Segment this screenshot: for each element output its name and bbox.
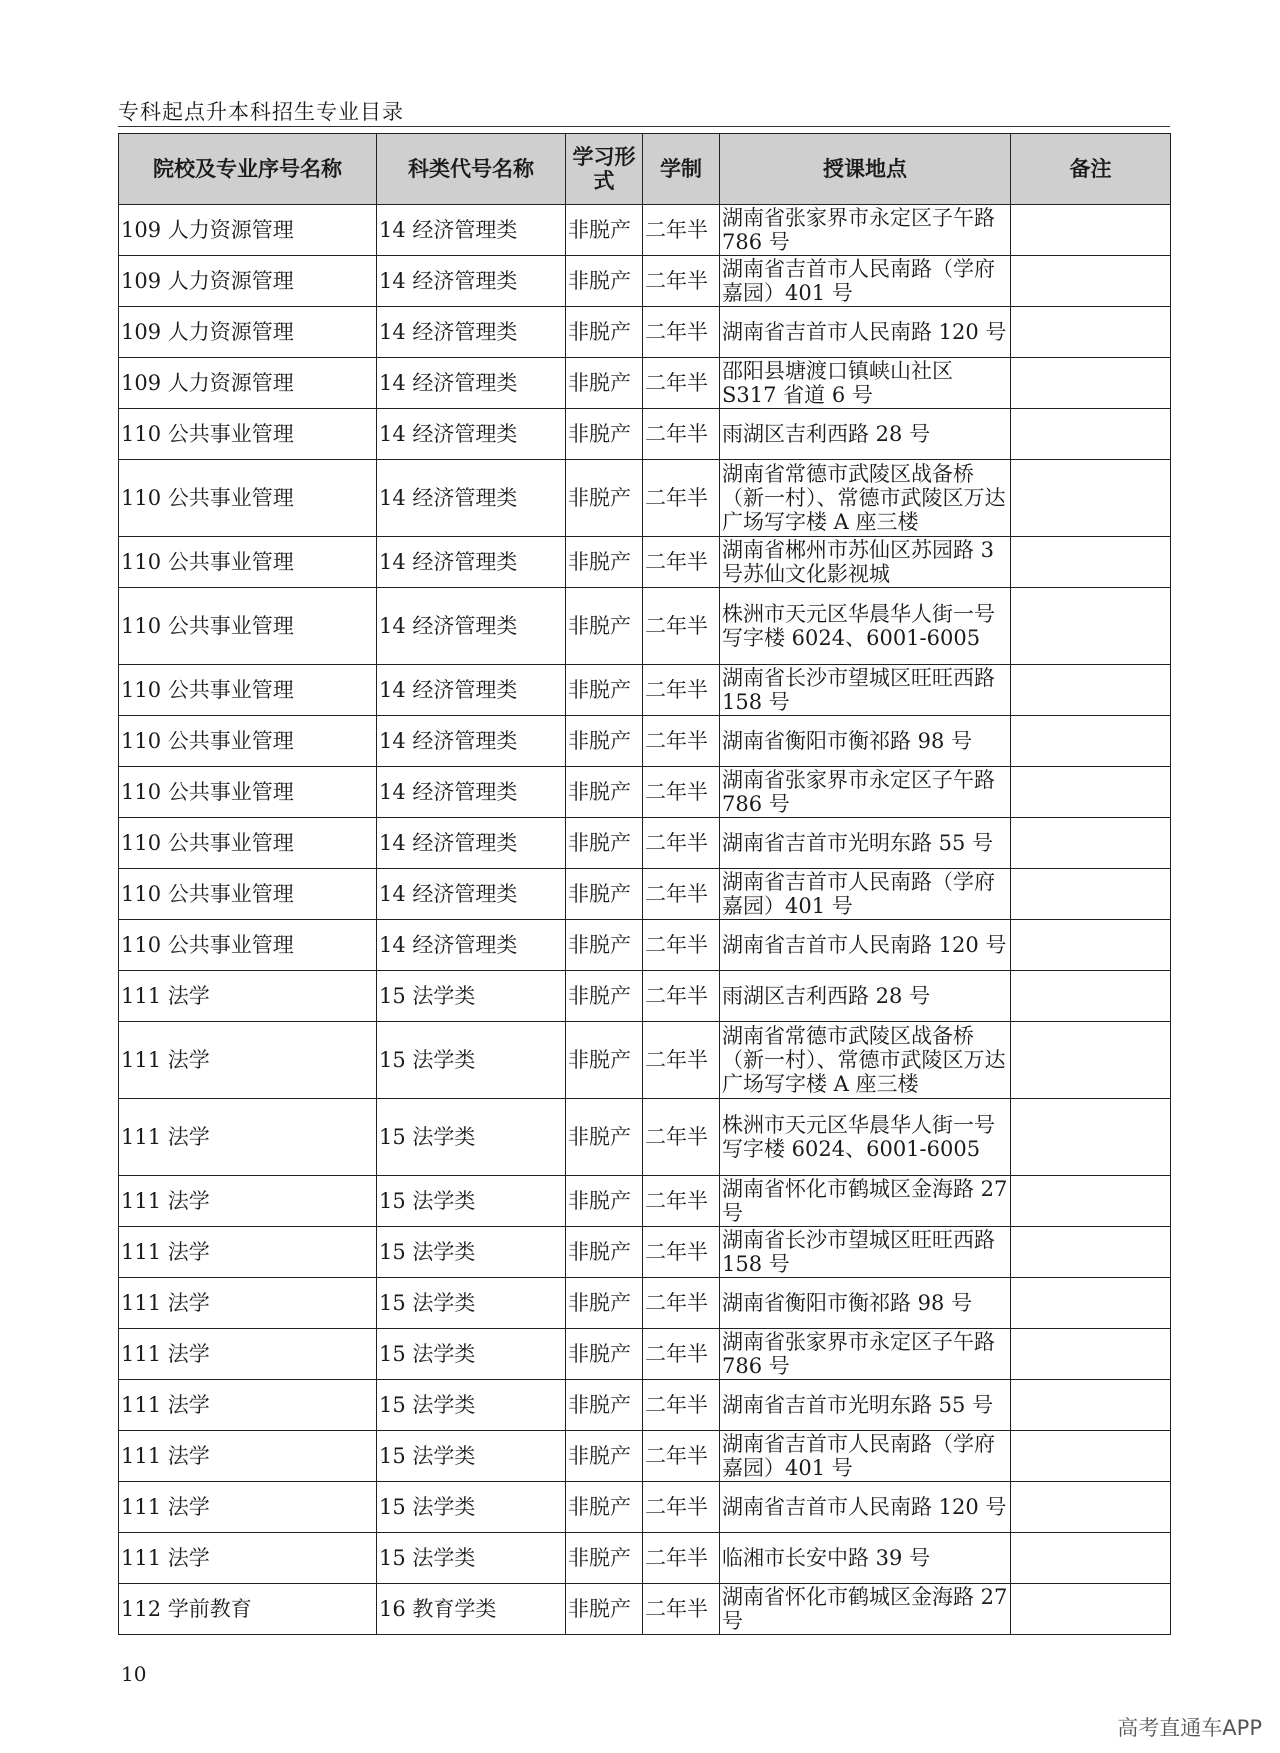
- major-catalog-table: [118, 133, 1171, 1635]
- location-cell: 湖南省衡阳市衡祁路 98 号: [720, 1278, 1011, 1329]
- table-row: [119, 358, 1171, 409]
- major-cell: 111 法学: [119, 1482, 377, 1533]
- mode-cell: 非脱产: [566, 869, 643, 920]
- table-row: [119, 1022, 1171, 1099]
- duration-cell: 二年半: [643, 767, 720, 818]
- table-row: [119, 971, 1171, 1022]
- mode-cell: 非脱产: [566, 1099, 643, 1176]
- note-cell: [1011, 1329, 1171, 1380]
- table-row: [119, 1482, 1171, 1533]
- mode-cell: 非脱产: [566, 1278, 643, 1329]
- table-body: [119, 205, 1171, 1635]
- location-cell: 临湘市长安中路 39 号: [720, 1533, 1011, 1584]
- category-cell: 15 法学类: [377, 1482, 566, 1533]
- table-row: [119, 1329, 1171, 1380]
- duration-cell: 二年半: [643, 971, 720, 1022]
- page-header-title: 专科起点升本科招生专业目录: [118, 100, 404, 124]
- mode-cell: 非脱产: [566, 256, 643, 307]
- location-cell: 湖南省郴州市苏仙区苏园路 3 号苏仙文化影视城: [720, 537, 1011, 588]
- note-cell: [1011, 460, 1171, 537]
- duration-cell: 二年半: [643, 307, 720, 358]
- table-row: [119, 460, 1171, 537]
- category-cell: 15 法学类: [377, 1431, 566, 1482]
- location-cell: 湖南省吉首市人民南路（学府嘉园）401 号: [720, 869, 1011, 920]
- column-header-duration: 学制: [643, 134, 720, 205]
- column-header-major: 院校及专业序号名称: [119, 134, 377, 205]
- mode-cell: 非脱产: [566, 205, 643, 256]
- column-header-note: 备注: [1011, 134, 1171, 205]
- location-cell: 湖南省常德市武陵区战备桥（新一村）、常德市武陵区万达广场写字楼 A 座三楼: [720, 460, 1011, 537]
- location-cell: 株洲市天元区华晨华人街一号写字楼 6024、6001-6005: [720, 588, 1011, 665]
- category-cell: 15 法学类: [377, 1176, 566, 1227]
- table-row: [119, 1431, 1171, 1482]
- table-row: [119, 665, 1171, 716]
- header-rule: [118, 126, 1170, 127]
- category-cell: 14 经济管理类: [377, 920, 566, 971]
- note-cell: [1011, 1533, 1171, 1584]
- duration-cell: 二年半: [643, 1278, 720, 1329]
- major-cell: 110 公共事业管理: [119, 920, 377, 971]
- table-row: [119, 307, 1171, 358]
- location-cell: 株洲市天元区华晨华人街一号写字楼 6024、6001-6005: [720, 1099, 1011, 1176]
- note-cell: [1011, 537, 1171, 588]
- major-cell: 111 法学: [119, 1022, 377, 1099]
- table-row: [119, 818, 1171, 869]
- major-cell: 110 公共事业管理: [119, 588, 377, 665]
- note-cell: [1011, 256, 1171, 307]
- category-cell: 15 法学类: [377, 1380, 566, 1431]
- mode-cell: 非脱产: [566, 818, 643, 869]
- location-cell: 湖南省怀化市鹤城区金海路 27 号: [720, 1584, 1011, 1635]
- duration-cell: 二年半: [643, 1380, 720, 1431]
- note-cell: [1011, 358, 1171, 409]
- major-cell: 111 法学: [119, 1227, 377, 1278]
- duration-cell: 二年半: [643, 920, 720, 971]
- note-cell: [1011, 818, 1171, 869]
- major-cell: 111 法学: [119, 1176, 377, 1227]
- location-cell: 湖南省吉首市人民南路（学府嘉园）401 号: [720, 1431, 1011, 1482]
- category-cell: 15 法学类: [377, 1022, 566, 1099]
- mode-cell: 非脱产: [566, 1584, 643, 1635]
- category-cell: 14 经济管理类: [377, 307, 566, 358]
- location-cell: 湖南省吉首市光明东路 55 号: [720, 818, 1011, 869]
- location-cell: 雨湖区吉利西路 28 号: [720, 971, 1011, 1022]
- location-cell: 湖南省吉首市人民南路（学府嘉园）401 号: [720, 256, 1011, 307]
- note-cell: [1011, 1176, 1171, 1227]
- note-cell: [1011, 1431, 1171, 1482]
- major-cell: 110 公共事业管理: [119, 409, 377, 460]
- major-cell: 109 人力资源管理: [119, 307, 377, 358]
- mode-cell: 非脱产: [566, 1176, 643, 1227]
- major-cell: 110 公共事业管理: [119, 869, 377, 920]
- major-cell: 109 人力资源管理: [119, 358, 377, 409]
- category-cell: 15 法学类: [377, 1278, 566, 1329]
- location-cell: 湖南省长沙市望城区旺旺西路 158 号: [720, 665, 1011, 716]
- category-cell: 15 法学类: [377, 1533, 566, 1584]
- duration-cell: 二年半: [643, 716, 720, 767]
- mode-cell: 非脱产: [566, 1022, 643, 1099]
- note-cell: [1011, 665, 1171, 716]
- duration-cell: 二年半: [643, 1533, 720, 1584]
- duration-cell: 二年半: [643, 1482, 720, 1533]
- note-cell: [1011, 1584, 1171, 1635]
- mode-cell: 非脱产: [566, 1533, 643, 1584]
- duration-cell: 二年半: [643, 1099, 720, 1176]
- table-row: [119, 1584, 1171, 1635]
- mode-cell: 非脱产: [566, 1329, 643, 1380]
- duration-cell: 二年半: [643, 1176, 720, 1227]
- mode-cell: 非脱产: [566, 767, 643, 818]
- category-cell: 14 经济管理类: [377, 256, 566, 307]
- major-cell: 109 人力资源管理: [119, 256, 377, 307]
- location-cell: 湖南省怀化市鹤城区金海路 27 号: [720, 1176, 1011, 1227]
- major-cell: 109 人力资源管理: [119, 205, 377, 256]
- mode-cell: 非脱产: [566, 1431, 643, 1482]
- column-header-mode: 学习形式: [566, 134, 643, 205]
- table-row: [119, 409, 1171, 460]
- category-cell: 14 经济管理类: [377, 205, 566, 256]
- table-row: [119, 1099, 1171, 1176]
- note-cell: [1011, 409, 1171, 460]
- mode-cell: 非脱产: [566, 716, 643, 767]
- major-cell: 110 公共事业管理: [119, 537, 377, 588]
- location-cell: 湖南省长沙市望城区旺旺西路 158 号: [720, 1227, 1011, 1278]
- category-cell: 14 经济管理类: [377, 409, 566, 460]
- mode-cell: 非脱产: [566, 971, 643, 1022]
- duration-cell: 二年半: [643, 588, 720, 665]
- note-cell: [1011, 1482, 1171, 1533]
- category-cell: 14 经济管理类: [377, 869, 566, 920]
- mode-cell: 非脱产: [566, 307, 643, 358]
- table-row: [119, 1227, 1171, 1278]
- duration-cell: 二年半: [643, 818, 720, 869]
- table-row: [119, 767, 1171, 818]
- table-row: [119, 205, 1171, 256]
- category-cell: 14 经济管理类: [377, 767, 566, 818]
- duration-cell: 二年半: [643, 1431, 720, 1482]
- duration-cell: 二年半: [643, 256, 720, 307]
- category-cell: 15 法学类: [377, 1329, 566, 1380]
- location-cell: 湖南省常德市武陵区战备桥（新一村）、常德市武陵区万达广场写字楼 A 座三楼: [720, 1022, 1011, 1099]
- page-number: 10: [121, 1662, 147, 1686]
- major-cell: 111 法学: [119, 1380, 377, 1431]
- category-cell: 15 法学类: [377, 971, 566, 1022]
- category-cell: 14 经济管理类: [377, 588, 566, 665]
- mode-cell: 非脱产: [566, 409, 643, 460]
- duration-cell: 二年半: [643, 665, 720, 716]
- note-cell: [1011, 588, 1171, 665]
- duration-cell: 二年半: [643, 409, 720, 460]
- table-row: [119, 920, 1171, 971]
- major-cell: 110 公共事业管理: [119, 716, 377, 767]
- note-cell: [1011, 920, 1171, 971]
- duration-cell: 二年半: [643, 460, 720, 537]
- major-cell: 110 公共事业管理: [119, 767, 377, 818]
- table-row: [119, 1533, 1171, 1584]
- note-cell: [1011, 1278, 1171, 1329]
- mode-cell: 非脱产: [566, 1380, 643, 1431]
- table-header-row: [119, 134, 1171, 205]
- major-cell: 112 学前教育: [119, 1584, 377, 1635]
- mode-cell: 非脱产: [566, 460, 643, 537]
- category-cell: 14 经济管理类: [377, 716, 566, 767]
- table-row: [119, 1278, 1171, 1329]
- major-cell: 111 法学: [119, 1099, 377, 1176]
- major-cell: 111 法学: [119, 1329, 377, 1380]
- duration-cell: 二年半: [643, 1022, 720, 1099]
- location-cell: 湖南省吉首市光明东路 55 号: [720, 1380, 1011, 1431]
- note-cell: [1011, 716, 1171, 767]
- duration-cell: 二年半: [643, 205, 720, 256]
- duration-cell: 二年半: [643, 1584, 720, 1635]
- duration-cell: 二年半: [643, 358, 720, 409]
- major-cell: 111 法学: [119, 1278, 377, 1329]
- location-cell: 湖南省吉首市人民南路 120 号: [720, 920, 1011, 971]
- major-cell: 111 法学: [119, 1533, 377, 1584]
- location-cell: 湖南省张家界市永定区子午路 786 号: [720, 767, 1011, 818]
- column-header-location: 授课地点: [720, 134, 1011, 205]
- note-cell: [1011, 1380, 1171, 1431]
- note-cell: [1011, 1022, 1171, 1099]
- category-cell: 15 法学类: [377, 1099, 566, 1176]
- duration-cell: 二年半: [643, 1329, 720, 1380]
- note-cell: [1011, 971, 1171, 1022]
- location-cell: 湖南省张家界市永定区子午路 786 号: [720, 1329, 1011, 1380]
- major-cell: 111 法学: [119, 971, 377, 1022]
- duration-cell: 二年半: [643, 537, 720, 588]
- mode-cell: 非脱产: [566, 1482, 643, 1533]
- note-cell: [1011, 307, 1171, 358]
- category-cell: 14 经济管理类: [377, 665, 566, 716]
- note-cell: [1011, 869, 1171, 920]
- note-cell: [1011, 1099, 1171, 1176]
- category-cell: 14 经济管理类: [377, 460, 566, 537]
- category-cell: 14 经济管理类: [377, 818, 566, 869]
- location-cell: 湖南省张家界市永定区子午路 786 号: [720, 205, 1011, 256]
- location-cell: 湖南省衡阳市衡祁路 98 号: [720, 716, 1011, 767]
- major-cell: 110 公共事业管理: [119, 818, 377, 869]
- category-cell: 16 教育学类: [377, 1584, 566, 1635]
- mode-cell: 非脱产: [566, 588, 643, 665]
- mode-cell: 非脱产: [566, 665, 643, 716]
- table-row: [119, 716, 1171, 767]
- category-cell: 14 经济管理类: [377, 358, 566, 409]
- duration-cell: 二年半: [643, 1227, 720, 1278]
- table-row: [119, 537, 1171, 588]
- note-cell: [1011, 767, 1171, 818]
- mode-cell: 非脱产: [566, 537, 643, 588]
- table-row: [119, 869, 1171, 920]
- major-cell: 111 法学: [119, 1431, 377, 1482]
- column-header-category: 科类代号名称: [377, 134, 566, 205]
- watermark: 高考直通车APP: [1117, 1716, 1262, 1740]
- category-cell: 15 法学类: [377, 1227, 566, 1278]
- note-cell: [1011, 205, 1171, 256]
- table-row: [119, 588, 1171, 665]
- location-cell: 湖南省吉首市人民南路 120 号: [720, 1482, 1011, 1533]
- mode-cell: 非脱产: [566, 1227, 643, 1278]
- location-cell: 湖南省吉首市人民南路 120 号: [720, 307, 1011, 358]
- location-cell: 雨湖区吉利西路 28 号: [720, 409, 1011, 460]
- major-cell: 110 公共事业管理: [119, 665, 377, 716]
- table-row: [119, 256, 1171, 307]
- mode-cell: 非脱产: [566, 920, 643, 971]
- category-cell: 14 经济管理类: [377, 537, 566, 588]
- mode-cell: 非脱产: [566, 358, 643, 409]
- duration-cell: 二年半: [643, 869, 720, 920]
- note-cell: [1011, 1227, 1171, 1278]
- table-row: [119, 1380, 1171, 1431]
- table-row: [119, 1176, 1171, 1227]
- location-cell: 邵阳县塘渡口镇峡山社区 S317 省道 6 号: [720, 358, 1011, 409]
- major-cell: 110 公共事业管理: [119, 460, 377, 537]
